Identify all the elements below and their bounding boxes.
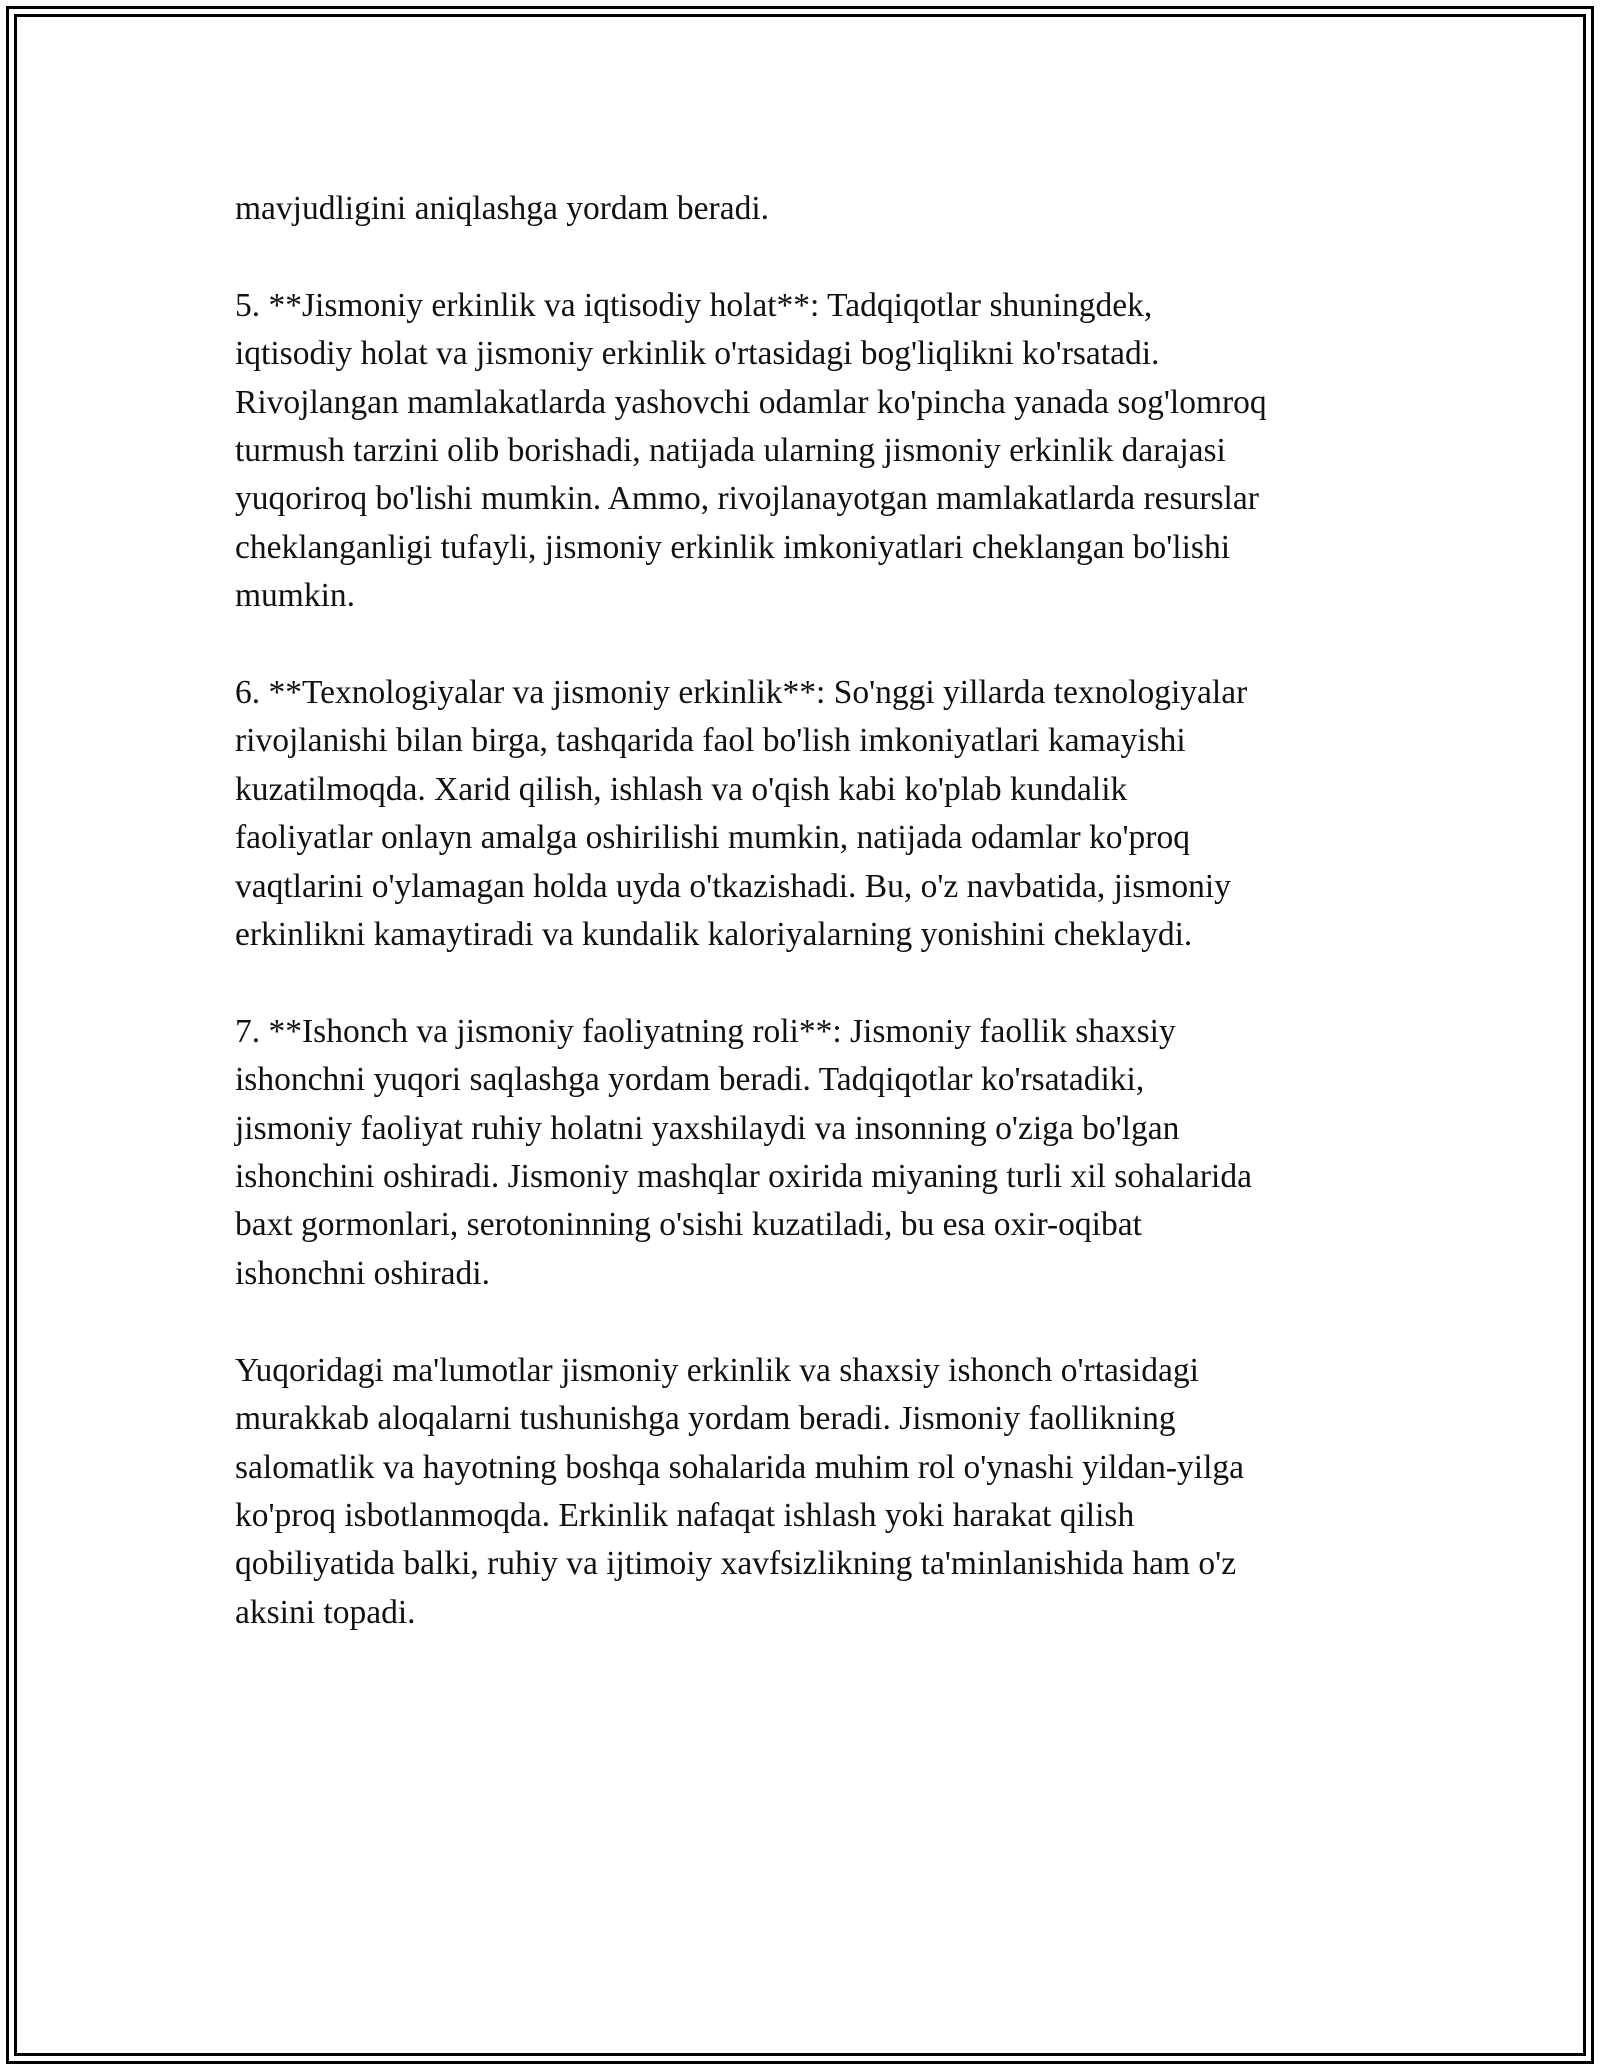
paragraph-continuation: mavjudligini aniqlashga yordam beradi.: [235, 190, 770, 227]
paragraph-item-5: 5. **Jismoniy erkinlik va iqtisodiy holat**: Tadqiqotlar shuningdek, iqtisodiy holat va jismoniy erkinlik o'rtasidagi bog'liqlikni ko'rsatadi. Rivojlangan mamlakatlarda yashovchi odamlar ko'pincha yanada sog'lomroq turmush tarzini olib borishadi, natijada ularning jismoniy erkinlik darajasi yuqoriroq bo'lishi mumkin. Ammo, rivojlanayotgan mamlakatlarda resurslar cheklanganligi tufayli, jismoniy erkinlik imkoniyatlari cheklangan bo'lishi mumkin.: [235, 286, 1267, 615]
paragraph-conclusion: Yuqoridagi ma'lumotlar jismoniy erkinlik va shaxsiy ishonch o'rtasidagi murakkab aloqalarni tushunishga yordam beradi. Jismoniy faollikning salomatlik va hayotning boshqa sohalarida muhim rol o'ynashi yildan-yilga ko'proq isbotlanmoqda. Erkinlik nafaqat ishlash yoki harakat qilish qobiliyatida balki, ruhiy va ijtimoiy xavfsizlikning ta'minlanishida ham o'z aksini topadi.: [235, 1351, 1244, 1631]
paragraph-item-7: 7. **Ishonch va jismoniy faoliyatning roli**: Jismoniy faollik shaxsiy ishonchni yuqori saqlashga yordam beradi. Tadqiqotlar ko'rsatadiki, jismoniy faoliyat ruhiy holatni yaxshilaydi va insonning o'ziga bo'lgan ishonchini oshiradi. Jismoniy mashqlar oxirida miyaning turli xil sohalarida baxt gormonlari, serotoninning o'sishi kuzatiladi, bu esa oxir-oqibat ishonchni oshiradi.: [235, 1012, 1252, 1292]
paragraph-item-6: 6. **Texnologiyalar va jismoniy erkinlik**: So'nggi yillarda texnologiyalar rivojlanishi bilan birga, tashqarida faol bo'lish imkoniyatlari kamayishi kuzatilmoqda. Xarid qilish, ishlash va o'qish kabi ko'plab kundalik faoliyatlar onlayn amalga oshirilishi mumkin, natijada odamlar ko'proq vaqtlarini o'ylamagan holda uyda o'tkazishadi. Bu, o'z navbatida, jismoniy erkinlikni kamaytiradi va kundalik kaloriyalarning yonishini cheklaydi.: [235, 674, 1248, 954]
document-body: [235, 185, 1395, 1686]
